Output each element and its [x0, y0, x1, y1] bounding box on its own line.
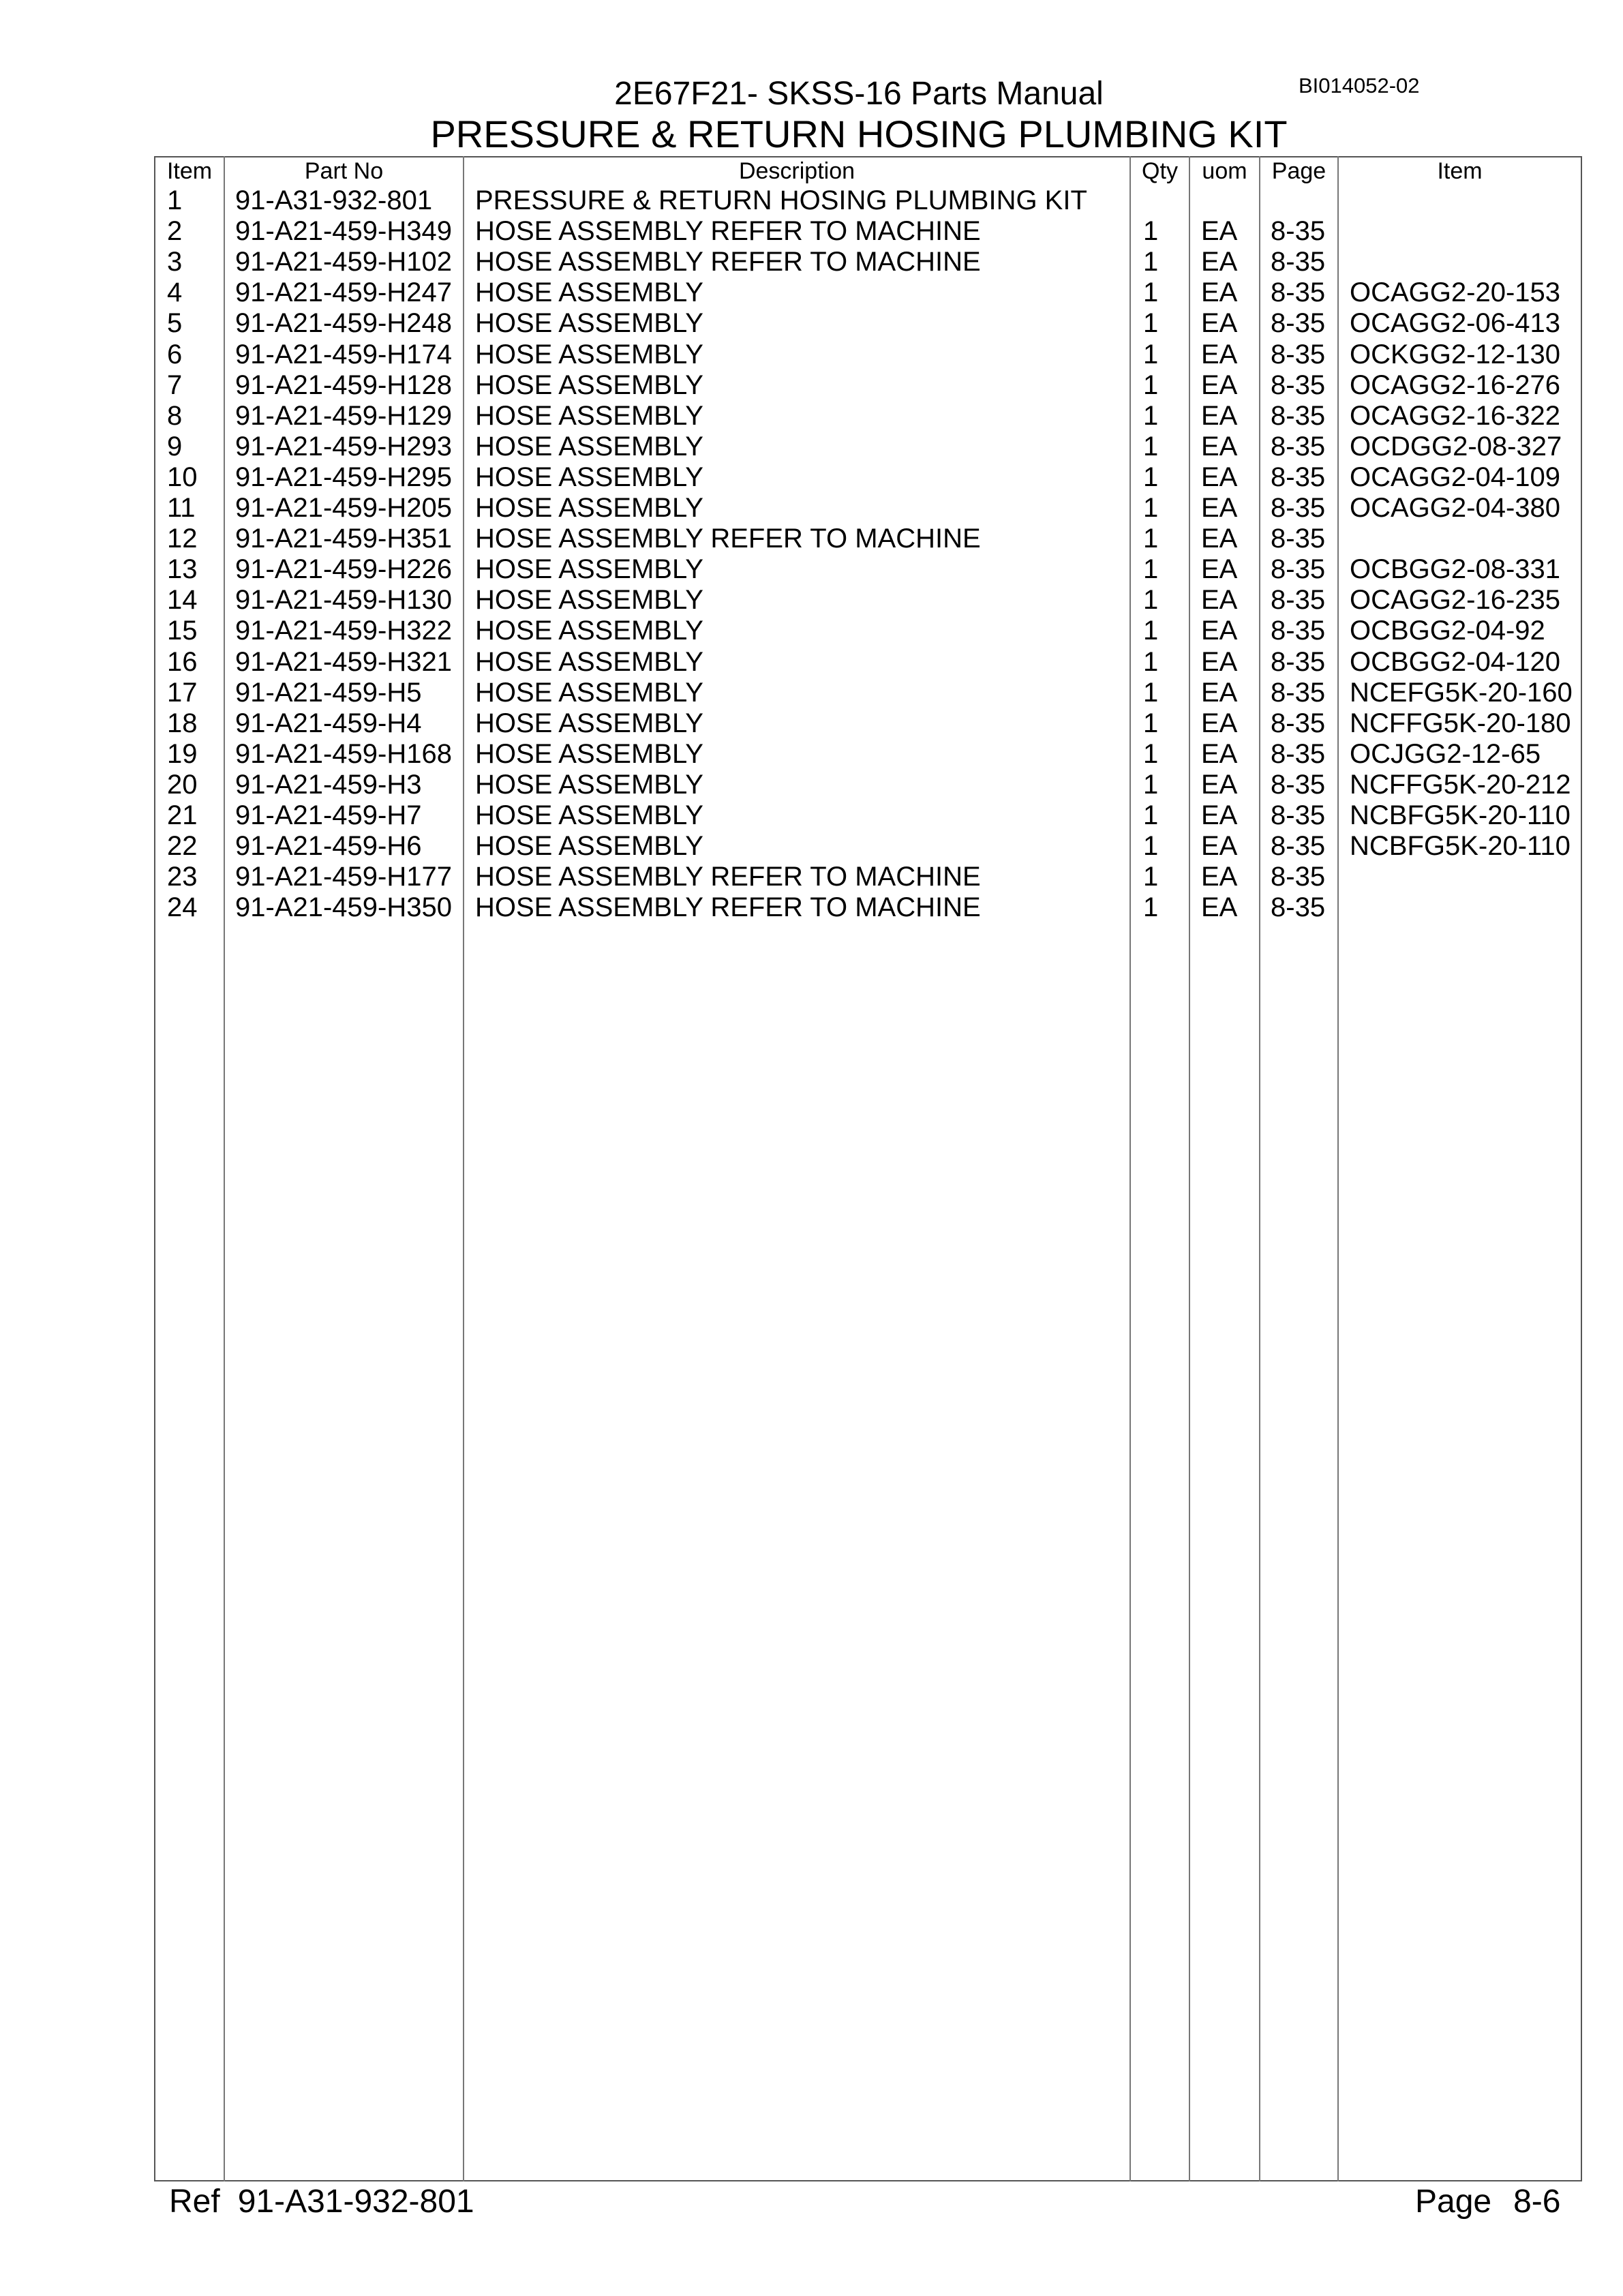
row-part-no: 91-A21-459-H322: [235, 616, 452, 646]
row-page: 8-35: [1271, 308, 1326, 339]
row-description: HOSE ASSEMBLY REFER TO MACHINE: [475, 247, 981, 277]
row-part-no: 91-A21-459-H293: [235, 431, 452, 462]
row-item: 16: [167, 646, 198, 677]
row-item: 17: [167, 677, 198, 708]
row-part-no: 91-A21-459-H128: [235, 369, 452, 400]
row-item: 23: [167, 862, 198, 892]
table-row: [0, 432, 1623, 462]
row-part-no: 91-A21-459-H130: [235, 585, 452, 616]
table-row: [0, 216, 1623, 247]
row-qty: 1: [1143, 800, 1159, 830]
row-description: HOSE ASSEMBLY: [475, 369, 703, 400]
row-description: HOSE ASSEMBLY REFER TO MACHINE: [475, 862, 981, 892]
row-item: 15: [167, 616, 198, 646]
row-uom: EA: [1201, 862, 1238, 892]
row-description: PRESSURE & RETURN HOSING PLUMBING KIT: [475, 185, 1087, 215]
row-uom: EA: [1201, 616, 1238, 646]
row-description: HOSE ASSEMBLY: [475, 769, 703, 800]
row-page: 8-35: [1271, 585, 1326, 616]
row-page: 8-35: [1271, 277, 1326, 308]
row-description: HOSE ASSEMBLY: [475, 400, 703, 431]
row-description: HOSE ASSEMBLY: [475, 277, 703, 308]
table-row: [0, 493, 1623, 524]
column-header-uom: uom: [1202, 158, 1247, 184]
row-ref-item: OCBGG2-04-120: [1350, 646, 1561, 677]
row-qty: 1: [1143, 554, 1159, 585]
row-part-no: 91-A21-459-H129: [235, 400, 452, 431]
row-item: 22: [167, 831, 198, 862]
row-qty: 1: [1143, 646, 1159, 677]
row-qty: 1: [1143, 738, 1159, 769]
footer-page-label: Page: [1415, 2184, 1492, 2220]
table-row: [0, 554, 1623, 585]
row-page: 8-35: [1271, 431, 1326, 462]
table-row: [0, 862, 1623, 892]
row-qty: 1: [1143, 369, 1159, 400]
row-item: 7: [167, 369, 183, 400]
row-part-no: 91-A21-459-H7: [235, 800, 422, 830]
row-part-no: 91-A31-932-801: [235, 185, 433, 215]
row-description: HOSE ASSEMBLY: [475, 831, 703, 862]
row-part-no: 91-A21-459-H205: [235, 493, 452, 523]
row-ref-item: OCJGG2-12-65: [1350, 738, 1541, 769]
table-row: [0, 647, 1623, 678]
table-row: [0, 585, 1623, 616]
table-row: [0, 339, 1623, 370]
footer-page-number: 8-6: [1513, 2184, 1561, 2220]
row-uom: EA: [1201, 677, 1238, 708]
row-ref-item: NCFFG5K-20-180: [1350, 708, 1571, 738]
table-row: [0, 462, 1623, 493]
row-ref-item: OCAGG2-16-235: [1350, 585, 1561, 616]
table-row: [0, 370, 1623, 401]
row-item: 3: [167, 247, 183, 277]
row-qty: 1: [1143, 431, 1159, 462]
manual-title: 2E67F21- SKSS-16 Parts Manual: [614, 76, 1104, 112]
row-uom: EA: [1201, 831, 1238, 862]
row-uom: EA: [1201, 800, 1238, 830]
row-item: 18: [167, 708, 198, 738]
row-item: 6: [167, 339, 183, 369]
row-item: 9: [167, 431, 183, 462]
row-page: 8-35: [1271, 892, 1326, 923]
row-qty: 1: [1143, 462, 1159, 492]
row-part-no: 91-A21-459-H349: [235, 216, 452, 247]
row-ref-item: NCEFG5K-20-160: [1350, 677, 1573, 708]
table-row: [0, 524, 1623, 554]
row-description: HOSE ASSEMBLY: [475, 431, 703, 462]
row-item: 20: [167, 769, 198, 800]
row-item: 14: [167, 585, 198, 616]
row-part-no: 91-A21-459-H321: [235, 646, 452, 677]
row-qty: 1: [1143, 493, 1159, 523]
row-page: 8-35: [1271, 769, 1326, 800]
row-ref-item: OCDGG2-08-327: [1350, 431, 1562, 462]
row-page: 8-35: [1271, 646, 1326, 677]
row-uom: EA: [1201, 646, 1238, 677]
column-header-part-no: Part No: [304, 158, 384, 184]
table-row: [0, 247, 1623, 277]
row-page: 8-35: [1271, 800, 1326, 830]
row-ref-item: OCKGG2-12-130: [1350, 339, 1561, 369]
row-page: 8-35: [1271, 216, 1326, 247]
row-item: 8: [167, 400, 183, 431]
row-description: HOSE ASSEMBLY: [475, 800, 703, 830]
row-description: HOSE ASSEMBLY: [475, 554, 703, 585]
row-page: 8-35: [1271, 400, 1326, 431]
row-ref-item: NCBFG5K-20-110: [1350, 800, 1571, 830]
row-page: 8-35: [1271, 616, 1326, 646]
footer-page: [1415, 2183, 1560, 2220]
row-part-no: 91-A21-459-H3: [235, 769, 422, 800]
row-qty: 1: [1143, 308, 1159, 339]
row-qty: 1: [1143, 769, 1159, 800]
row-part-no: 91-A21-459-H295: [235, 462, 452, 492]
table-row: [0, 678, 1623, 708]
row-description: HOSE ASSEMBLY REFER TO MACHINE: [475, 216, 981, 247]
footer-ref-number: 91-A31-932-801: [237, 2184, 474, 2220]
column-header-qty: Qty: [1142, 158, 1178, 184]
row-part-no: 91-A21-459-H177: [235, 862, 452, 892]
row-description: HOSE ASSEMBLY: [475, 646, 703, 677]
row-description: HOSE ASSEMBLY REFER TO MACHINE: [475, 524, 981, 554]
row-page: 8-35: [1271, 708, 1326, 738]
row-qty: 1: [1143, 708, 1159, 738]
footer-ref: [169, 2183, 474, 2220]
row-page: 8-35: [1271, 247, 1326, 277]
table-row: [0, 770, 1623, 800]
row-uom: EA: [1201, 892, 1238, 923]
row-part-no: 91-A21-459-H102: [235, 247, 452, 277]
row-uom: EA: [1201, 462, 1238, 492]
row-uom: EA: [1201, 247, 1238, 277]
row-uom: EA: [1201, 554, 1238, 585]
row-part-no: 91-A21-459-H226: [235, 554, 452, 585]
row-description: HOSE ASSEMBLY: [475, 339, 703, 369]
row-ref-item: OCAGG2-06-413: [1350, 308, 1561, 339]
row-part-no: 91-A21-459-H174: [235, 339, 452, 369]
row-ref-item: OCBGG2-08-331: [1350, 554, 1561, 585]
row-qty: 1: [1143, 216, 1159, 247]
row-item: 1: [167, 185, 183, 215]
row-item: 13: [167, 554, 198, 585]
row-item: 5: [167, 308, 183, 339]
row-uom: EA: [1201, 216, 1238, 247]
table-row: [0, 401, 1623, 432]
row-description: HOSE ASSEMBLY: [475, 616, 703, 646]
row-page: 8-35: [1271, 554, 1326, 585]
row-page: 8-35: [1271, 369, 1326, 400]
footer-ref-label: Ref: [169, 2184, 220, 2220]
row-description: HOSE ASSEMBLY: [475, 738, 703, 769]
row-page: 8-35: [1271, 339, 1326, 369]
table-row: [0, 616, 1623, 646]
row-ref-item: OCBGG2-04-92: [1350, 616, 1545, 646]
row-part-no: 91-A21-459-H350: [235, 892, 452, 923]
row-uom: EA: [1201, 524, 1238, 554]
table-row: [0, 831, 1623, 862]
table-row: [0, 800, 1623, 831]
row-item: 2: [167, 216, 183, 247]
row-description: HOSE ASSEMBLY: [475, 585, 703, 616]
row-ref-item: OCAGG2-16-276: [1350, 369, 1561, 400]
row-item: 10: [167, 462, 198, 492]
row-uom: EA: [1201, 708, 1238, 738]
row-description: HOSE ASSEMBLY: [475, 708, 703, 738]
row-description: HOSE ASSEMBLY REFER TO MACHINE: [475, 892, 981, 923]
row-part-no: 91-A21-459-H6: [235, 831, 422, 862]
table-row: [0, 739, 1623, 770]
row-part-no: 91-A21-459-H247: [235, 277, 452, 308]
row-item: 11: [167, 493, 196, 523]
table-row: [0, 277, 1623, 308]
row-page: 8-35: [1271, 462, 1326, 492]
row-part-no: 91-A21-459-H4: [235, 708, 422, 738]
row-ref-item: OCAGG2-04-109: [1350, 462, 1561, 492]
table-row: [0, 708, 1623, 739]
row-ref-item: OCAGG2-16-322: [1350, 400, 1561, 431]
row-page: 8-35: [1271, 493, 1326, 523]
column-header-item: Item: [166, 158, 213, 184]
row-uom: EA: [1201, 308, 1238, 339]
row-description: HOSE ASSEMBLY: [475, 677, 703, 708]
row-qty: 1: [1143, 524, 1159, 554]
row-uom: EA: [1201, 277, 1238, 308]
row-page: 8-35: [1271, 862, 1326, 892]
row-part-no: 91-A21-459-H5: [235, 677, 422, 708]
row-uom: EA: [1201, 431, 1238, 462]
column-header-ref-item: Item: [1437, 158, 1483, 184]
row-page: 8-35: [1271, 524, 1326, 554]
row-uom: EA: [1201, 369, 1238, 400]
row-description: HOSE ASSEMBLY: [475, 308, 703, 339]
row-qty: 1: [1143, 616, 1159, 646]
row-item: 12: [167, 524, 198, 554]
row-ref-item: OCAGG2-04-380: [1350, 493, 1561, 523]
row-qty: 1: [1143, 831, 1159, 862]
row-description: HOSE ASSEMBLY: [475, 493, 703, 523]
row-item: 4: [167, 277, 183, 308]
row-part-no: 91-A21-459-H351: [235, 524, 452, 554]
row-uom: EA: [1201, 585, 1238, 616]
row-qty: 1: [1143, 400, 1159, 431]
row-qty: 1: [1143, 247, 1159, 277]
row-page: 8-35: [1271, 738, 1326, 769]
row-qty: 1: [1143, 862, 1159, 892]
row-ref-item: NCFFG5K-20-212: [1350, 769, 1571, 800]
row-item: 24: [167, 892, 198, 923]
row-ref-item: OCAGG2-20-153: [1350, 277, 1561, 308]
row-page: 8-35: [1271, 677, 1326, 708]
row-qty: 1: [1143, 339, 1159, 369]
column-header-page: Page: [1271, 158, 1326, 184]
column-header-description: Description: [738, 158, 855, 184]
table-row: [0, 185, 1623, 216]
row-item: 19: [167, 738, 198, 769]
row-part-no: 91-A21-459-H248: [235, 308, 452, 339]
doc-id: BI014052-02: [1299, 74, 1420, 97]
kit-title: PRESSURE & RETURN HOSING PLUMBING KIT: [430, 112, 1288, 155]
row-qty: 1: [1143, 277, 1159, 308]
row-item: 21: [167, 800, 198, 830]
table-row: [0, 308, 1623, 339]
table-row: [0, 892, 1623, 923]
row-qty: 1: [1143, 677, 1159, 708]
row-uom: EA: [1201, 493, 1238, 523]
row-description: HOSE ASSEMBLY: [475, 462, 703, 492]
row-uom: EA: [1201, 339, 1238, 369]
row-uom: EA: [1201, 738, 1238, 769]
row-qty: 1: [1143, 585, 1159, 616]
row-uom: EA: [1201, 769, 1238, 800]
row-uom: EA: [1201, 400, 1238, 431]
row-qty: 1: [1143, 892, 1159, 923]
row-page: 8-35: [1271, 831, 1326, 862]
row-part-no: 91-A21-459-H168: [235, 738, 452, 769]
row-ref-item: NCBFG5K-20-110: [1350, 831, 1571, 862]
